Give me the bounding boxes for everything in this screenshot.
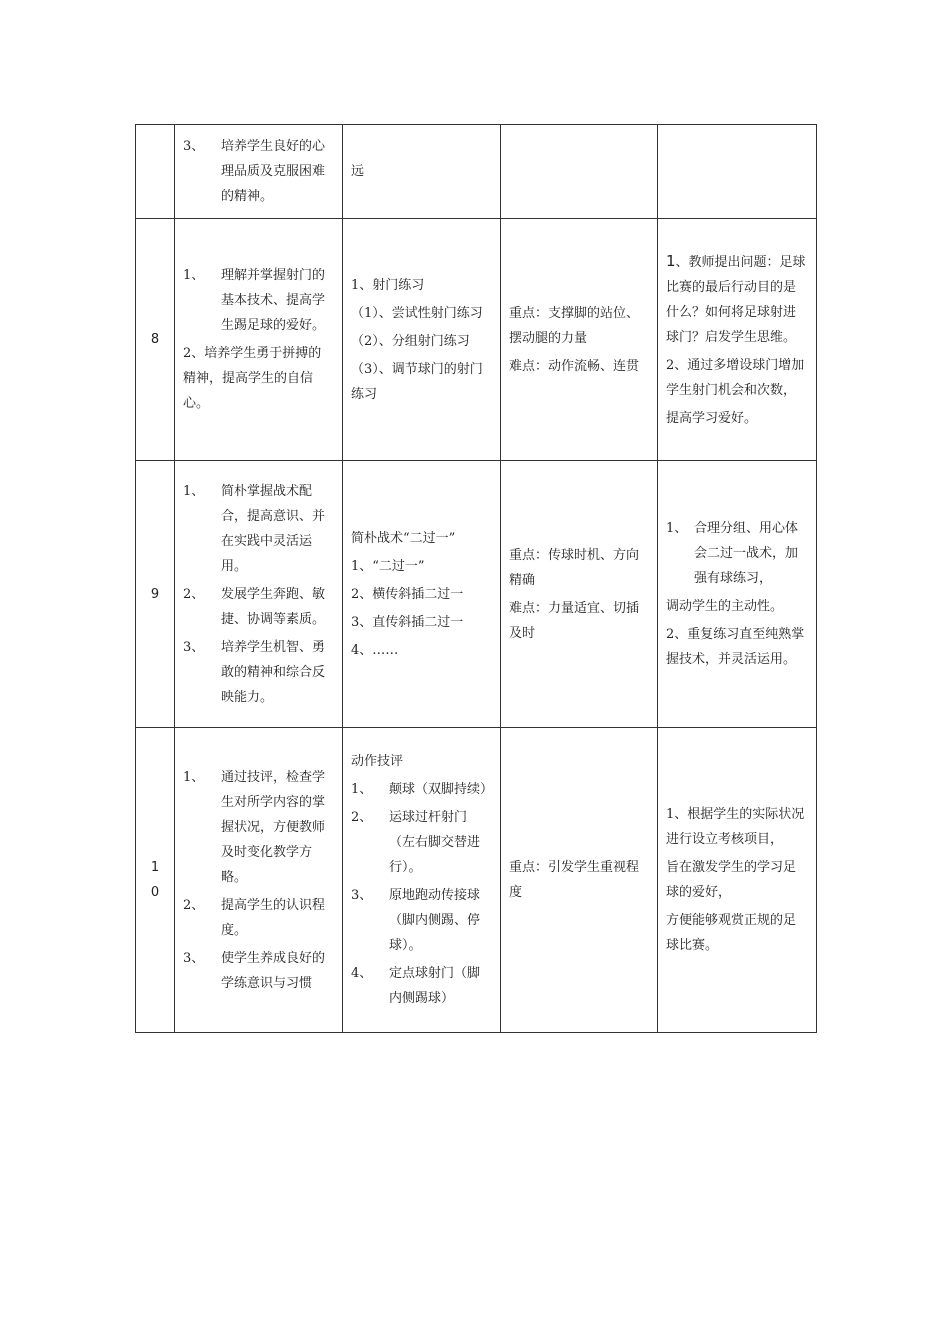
focus-cell <box>501 219 658 461</box>
methods-line: 提高学习爱好。 <box>666 410 758 426</box>
content-text: 原地跑动传接球（脚内侧踢、停球）。 <box>389 888 481 953</box>
content-line: 简朴战术“二过一” <box>351 530 456 546</box>
content-marker: 4、 <box>351 966 373 981</box>
content-marker: 3、 <box>351 888 373 903</box>
content-cell <box>343 461 501 728</box>
focus-line: 重点：支撑脚的站位、摆动腿的力量 <box>509 305 640 346</box>
methods-cell <box>658 125 817 219</box>
content-line: 2、横传斜插二过一 <box>351 586 464 602</box>
methods-line: 1、根据学生的实际状况进行设立考核项目， <box>666 807 805 847</box>
goal-item <box>183 582 334 632</box>
goal-text: 使学生养成良好的学练意识与习惯 <box>221 950 326 991</box>
content-line: 1、“二过一” <box>351 558 425 574</box>
goal-marker: 2、 <box>183 586 205 602</box>
content-title: 动作技评 <box>351 754 404 769</box>
focus-line: 难点：力量适宜、切插及时 <box>509 600 640 641</box>
goal-item <box>183 134 334 209</box>
content-item <box>351 777 492 802</box>
goal-item <box>183 635 334 710</box>
methods-line: 方便能够观赏正规的足球比赛。 <box>666 913 797 953</box>
goals-cell <box>175 728 343 1033</box>
goal-text: 提高学生的认识程度。 <box>221 897 326 938</box>
goal-marker: 1、 <box>183 769 205 785</box>
table-row <box>136 461 817 728</box>
content-line: 3、直传斜插二过一 <box>351 614 464 630</box>
goal-marker: 2、 <box>183 897 205 913</box>
methods-line: 2、通过多增设球门增加学生射门机会和次数， <box>666 357 805 398</box>
content-line: 4、…… <box>351 642 399 658</box>
goal-marker: 3、 <box>183 639 205 655</box>
content-item <box>351 961 492 1011</box>
content-cell <box>343 728 501 1033</box>
goal-text: 培养学生良好的心理品质及克服困难的精神。 <box>221 139 326 204</box>
table-row <box>136 728 817 1033</box>
goal-marker: 3、 <box>183 950 205 966</box>
focus-line: 重点：引发学生重视程度 <box>509 860 640 900</box>
methods-line: 调动学生的主动性。 <box>666 599 784 614</box>
goal-marker: 1、 <box>183 268 205 283</box>
content-line: 远 <box>351 164 365 179</box>
methods-line: 2、重复练习直至纯熟掌握技术，并灵活运用。 <box>666 627 805 667</box>
content-line: （3）、调节球门的射门练习 <box>351 361 483 402</box>
goal-text: 发展学生奔跑、敏捷、协调等素质。 <box>221 586 326 627</box>
lesson-number <box>136 125 175 219</box>
goals-cell <box>175 461 343 728</box>
lesson-number: 9 <box>136 461 175 728</box>
goal-item <box>183 946 334 996</box>
goal-item <box>183 479 334 579</box>
content-text: 运球过杆射门（左右脚交替进行）。 <box>389 810 481 875</box>
methods-text: 合理分组、用心体会二过一战术，加强有球练习， <box>694 521 799 586</box>
content-marker: 2、 <box>351 810 373 825</box>
goal-item <box>183 893 334 943</box>
content-cell <box>343 125 501 219</box>
table-row <box>136 125 817 219</box>
goals-cell <box>175 125 343 219</box>
goal-text: 培养学生机智、勇敢的精神和综合反映能力。 <box>221 639 326 705</box>
goal-item <box>183 765 334 890</box>
content-line: （1）、尝试性射门练习 <box>351 305 483 321</box>
lesson-number: 8 <box>136 219 175 461</box>
methods-cell <box>658 219 817 461</box>
content-line: 1、射门练习 <box>351 277 425 293</box>
lesson-plan-table <box>135 124 817 1033</box>
methods-cell <box>658 728 817 1033</box>
goal-item <box>183 263 334 338</box>
methods-line <box>666 249 808 350</box>
focus-cell <box>501 461 658 728</box>
methods-marker: 1、 <box>666 521 688 536</box>
goal-text: 理解并掌握射门的基本技术、提高学生踢足球的爱好。 <box>221 268 326 333</box>
table-row <box>136 219 817 461</box>
content-text: 定点球射门（脚内侧踢球） <box>389 966 481 1006</box>
content-line: （2）、分组射门练习 <box>351 333 470 349</box>
focus-cell <box>501 728 658 1033</box>
goals-cell <box>175 219 343 461</box>
content-text: 颠球（双脚持续） <box>389 782 494 797</box>
methods-item <box>666 516 808 591</box>
methods-cell <box>658 461 817 728</box>
goal-text: 2、培养学生勇于拼搏的精神，提高学生的自信心。 <box>183 346 322 411</box>
content-item <box>351 883 492 958</box>
goal-marker: 3、 <box>183 139 205 154</box>
goal-text: 简朴掌握战术配合，提高意识、并在实践中灵活运用。 <box>221 483 326 574</box>
content-cell <box>343 219 501 461</box>
focus-line: 难点：动作流畅、连贯 <box>509 358 640 374</box>
methods-line: 旨在激发学生的学习足球的爱好， <box>666 860 797 900</box>
focus-cell <box>501 125 658 219</box>
lesson-number: 1 0 <box>136 728 175 1033</box>
goal-marker: 1、 <box>183 483 205 499</box>
focus-line: 重点：传球时机、方向精确 <box>509 547 640 588</box>
methods-text: 、教师提出问题：足球比赛的最后行动目的是什么？如何将足球射进球门？启发学生思维。 <box>666 254 806 345</box>
content-marker: 1、 <box>351 782 373 797</box>
methods-number: 1 <box>666 251 676 270</box>
content-item <box>351 805 492 880</box>
goal-text: 通过技评，检查学生对所学内容的掌握状况，方便教师及时变化教学方略。 <box>221 769 326 885</box>
